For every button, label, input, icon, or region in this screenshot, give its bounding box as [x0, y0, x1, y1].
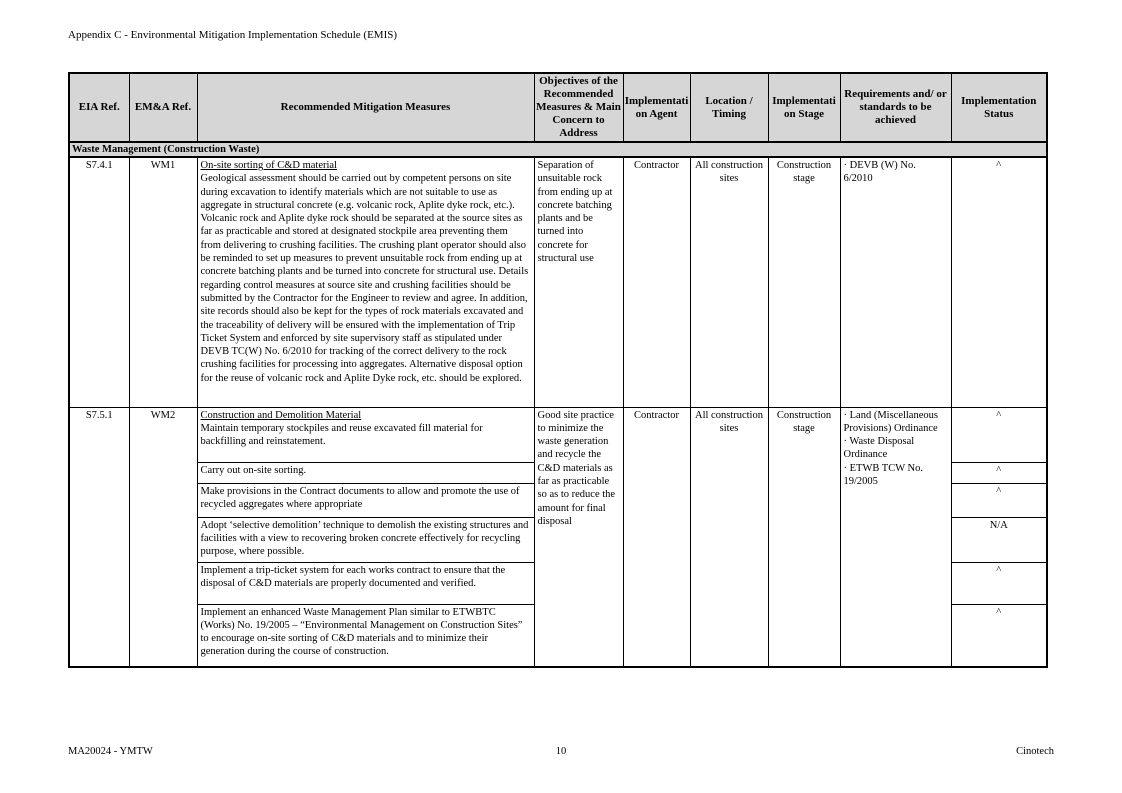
page-footer	[68, 746, 1054, 760]
measures-cell	[197, 562, 534, 604]
requirement-item: · DEVB (W) No. 6/2010	[843, 160, 916, 185]
requirements-cell	[840, 407, 951, 667]
col-header-requirements: Requirements and/ or standards to be achieved	[840, 73, 951, 142]
objectives-cell: Separation of unsuitable rock from ending up at concrete batching plants and be turned into concrete for structural use	[534, 157, 623, 407]
col-header-eia-ref: EIA Ref.	[69, 73, 129, 142]
footer-page-number: 10	[555, 746, 567, 757]
footer-company-name: Cinotech	[1016, 746, 1054, 757]
ema-ref-cell: WM2	[129, 407, 197, 667]
measures-cell	[197, 604, 534, 667]
appendix-title: Appendix C - Environmental Mitigation Implementation Schedule (EMIS)	[68, 29, 398, 41]
measures-cell	[197, 407, 534, 462]
measures-cell	[197, 517, 534, 562]
measures-cell	[197, 157, 534, 407]
requirement-item: · Land (Miscellaneous Provisions) Ordinance	[843, 409, 938, 434]
stage-cell: Construction stage	[768, 157, 840, 407]
location-cell: All construction sites	[690, 407, 768, 667]
eia-ref-cell: S7.4.1	[69, 157, 129, 407]
status-cell: ^	[951, 407, 1047, 462]
agent-cell: Contractor	[623, 157, 690, 407]
status-cell: ^	[951, 157, 1047, 407]
table-header-row	[69, 73, 1047, 142]
col-header-status: Implementation Status	[951, 73, 1047, 142]
measure-body: Implement an enhanced Waste Management Plan similar to ETWBTC (Works) No. 19/2005 – “Environmental Management on Construction Sites” to encourage on-site sorting of C&D materials and to minimize their generation during the course of construction.	[200, 606, 523, 658]
requirement-item: · ETWB TCW No. 19/2005	[843, 462, 924, 487]
status-cell: ^	[951, 604, 1047, 667]
ema-ref-cell: WM1	[129, 157, 197, 407]
col-header-stage: Implementation Stage	[768, 73, 840, 142]
table-row	[69, 157, 1047, 407]
section-title: Waste Management (Construction Waste)	[69, 142, 1047, 157]
col-header-objectives: Objectives of the Recommended Measures & Main Concern to Address	[534, 73, 623, 142]
measure-body: Carry out on-site sorting.	[200, 464, 307, 476]
measure-body: Geological assessment should be carried out by competent persons on site during excavation to identify materials which are not suitable to use as aggregate in structural concrete (e.g. volcanic rock, Aplite dyke rock, etc.). Volcanic rock and Aplite dyke rock should be separated at the source sites as far as practicable and stored at designated stockpile area preventing them from delivering to crushing facilities. The crushing plant operator should also be reminded to set up measures to prevent unsuitable rock from ending up at concrete batching plants and be turned into concrete for structural use. Details regarding control measures at source site and crushing facilities should be submitted by the Contractor for the Engineer to review and agree. In addition, site records should also be kept for the types of rock materials excavated and the traceability of delivery will be ensured with the implementation of Trip Ticket System and enforced by site supervisory staff as stipulated under DEVB TC(W) No. 6/2010 for tracking of the correct delivery to the rock crushing facilities for processing into aggregates. Alternative disposal option for the reuse of volcanic rock and Aplite Dyke rock, etc. should be explored.	[200, 173, 529, 384]
col-header-ema-ref: EM&A Ref.	[129, 73, 197, 142]
col-header-agent: Implementation Agent	[623, 73, 690, 142]
eia-ref-cell: S7.5.1	[69, 407, 129, 667]
footer-project-ref: MA20024 - YMTW	[68, 746, 153, 757]
status-cell: N/A	[951, 517, 1047, 562]
measure-heading: On-site sorting of C&D material	[200, 160, 337, 171]
measure-body: Implement a trip-ticket system for each works contract to ensure that the disposal of C&D materials are properly documented and verified.	[200, 564, 506, 589]
emis-table	[68, 72, 1048, 668]
location-cell: All construction sites	[690, 157, 768, 407]
agent-cell: Contractor	[623, 407, 690, 667]
measures-cell	[197, 483, 534, 517]
measure-body: Make provisions in the Contract documents to allow and promote the use of recycled aggregates where appropriate	[200, 485, 520, 510]
requirement-item: · Waste Disposal Ordinance	[843, 436, 915, 461]
status-cell: ^	[951, 483, 1047, 517]
measure-body: Maintain temporary stockpiles and reuse excavated fill material for backfilling and reinstatement.	[200, 422, 483, 448]
measure-heading: Construction and Demolition Material	[200, 409, 362, 421]
status-cell: ^	[951, 562, 1047, 604]
objectives-cell: Good site practice to minimize the waste generation and recycle the C&D materials as far as practicable so as to reduce the amount for final disposal	[534, 407, 623, 667]
measures-cell	[197, 462, 534, 483]
requirements-cell	[840, 157, 951, 407]
col-header-measures: Recommended Mitigation Measures	[197, 73, 534, 142]
table-row	[69, 407, 1047, 462]
status-cell: ^	[951, 462, 1047, 483]
measure-body: Adopt ‘selective demolition’ technique to demolish the existing structures and facilities with a view to recovering broken concrete effectively for recycling purpose, where possible.	[200, 519, 529, 558]
stage-cell: Construction stage	[768, 407, 840, 667]
section-row-waste-management	[69, 142, 1047, 157]
col-header-location-timing: Location / Timing	[690, 73, 768, 142]
